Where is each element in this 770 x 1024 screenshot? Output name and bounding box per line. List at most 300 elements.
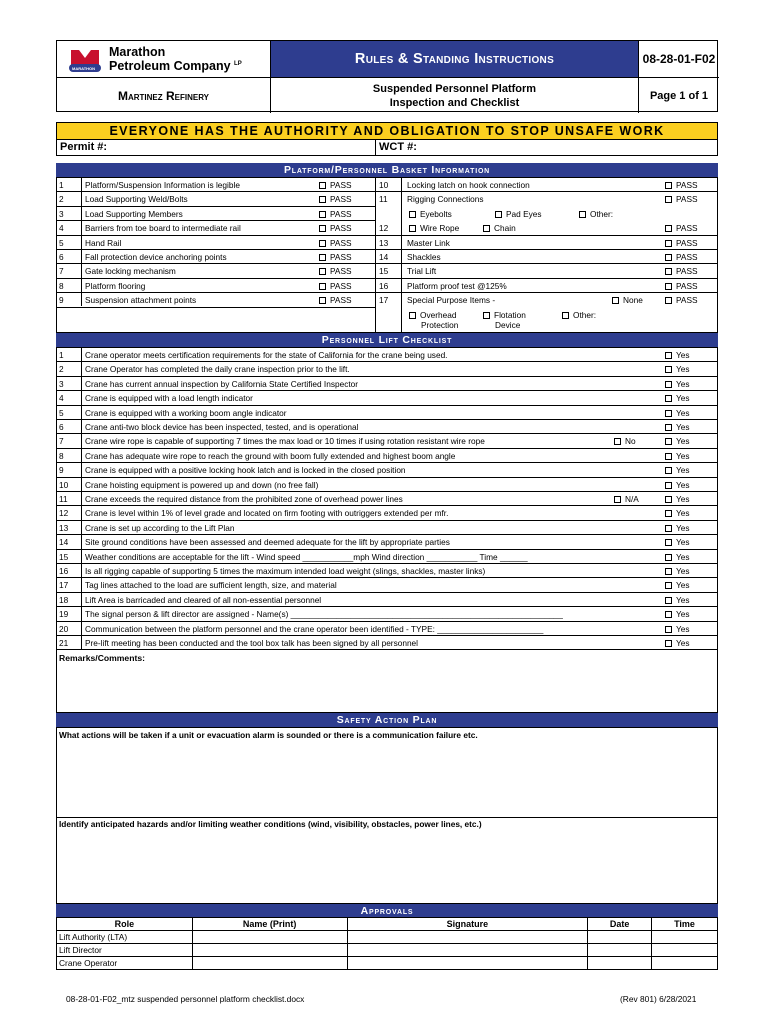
checkbox-icon[interactable] — [495, 211, 502, 218]
pass-checkbox[interactable] — [665, 180, 698, 190]
item-number: 5 — [59, 407, 64, 418]
subtitle-line2: Inspection and Checklist — [389, 96, 520, 109]
checkbox-icon[interactable] — [665, 240, 672, 247]
lift-checklist-item — [57, 449, 717, 463]
item-number: 14 — [379, 252, 389, 262]
item-number: 19 — [59, 609, 69, 620]
lift-checklist-item — [57, 564, 717, 578]
item-number: 10 — [379, 180, 389, 190]
item-text: Platform flooring — [85, 280, 146, 291]
checkbox-icon[interactable] — [612, 297, 619, 304]
checkbox-icon[interactable] — [665, 438, 672, 445]
time-field[interactable] — [652, 957, 718, 970]
checkbox-icon[interactable] — [665, 554, 672, 561]
col-time: Time — [652, 918, 718, 931]
yes-checkbox-label: Yes — [676, 378, 690, 389]
pass-checkbox-label: PASS — [330, 180, 352, 190]
signature-field[interactable] — [347, 944, 588, 957]
item-text: Crane anti-two block device has been inspected, tested, and is operational — [85, 422, 359, 432]
pass-checkbox-label: PASS — [676, 237, 698, 248]
na-checkbox[interactable] — [614, 494, 639, 504]
yes-checkbox[interactable] — [665, 595, 690, 605]
checkbox-icon[interactable] — [319, 182, 326, 189]
checkbox-icon[interactable] — [665, 225, 672, 232]
item-text: Crane is set up according to the Lift Plan — [85, 522, 235, 533]
remarks-area[interactable] — [59, 666, 715, 710]
yes-checkbox[interactable] — [665, 436, 690, 446]
item-number: 13 — [379, 237, 389, 248]
yes-checkbox[interactable] — [665, 552, 690, 562]
item-number: 1 — [59, 180, 64, 190]
yes-checkbox-label: Yes — [676, 537, 690, 548]
pad-eyes-checkbox[interactable] — [495, 209, 542, 219]
yes-checkbox-label: Yes — [676, 623, 690, 634]
alarm-response-area[interactable] — [59, 742, 715, 814]
checkbox-icon[interactable] — [665, 395, 672, 402]
item-number: 5 — [59, 237, 64, 248]
hazards-question: Identify anticipated hazards and/or limiting weather conditions (wind, visibility, obstacles, power lines, etc.) — [59, 819, 482, 829]
other-special-checkbox[interactable] — [562, 310, 596, 320]
checkbox-icon[interactable] — [665, 539, 672, 546]
yes-checkbox[interactable] — [665, 508, 690, 518]
lift-checklist-item — [57, 622, 717, 636]
item-text: Crane operator meets certification requirements for the state of California for the crane being used. — [85, 350, 448, 360]
no-checkbox-label: No — [625, 436, 636, 447]
date-field[interactable] — [588, 944, 652, 957]
yes-checkbox[interactable] — [665, 638, 690, 648]
yes-checkbox-label: Yes — [676, 465, 690, 476]
document-header — [56, 40, 718, 112]
approvals-section-header — [56, 904, 718, 917]
item-number: 11 — [59, 494, 68, 504]
checkbox-icon[interactable] — [319, 283, 326, 290]
item-text: Crane wire rope is capable of supporting 7 times the max load or 10 times if using rotation resistant wire rope — [85, 436, 485, 447]
chain-checkbox-label: Chain — [494, 223, 516, 234]
item-number: 6 — [59, 252, 64, 262]
pass-checkbox-label: PASS — [330, 194, 352, 205]
pad-eyes-checkbox-label: Pad Eyes — [506, 208, 542, 219]
lift-checklist-item — [57, 521, 717, 535]
item-text: Platform proof test @125% — [407, 280, 507, 291]
lift-checklist-table — [56, 347, 718, 713]
pass-checkbox-label: PASS — [676, 266, 698, 277]
item-text: Lift Area is barricaded and cleared of all non-essential personnel — [85, 594, 322, 605]
lift-checklist-item — [57, 348, 717, 362]
yes-checkbox[interactable] — [665, 408, 690, 418]
pass-checkbox[interactable] — [319, 209, 352, 219]
checkbox-icon[interactable] — [319, 240, 326, 247]
lift-checklist-item — [57, 362, 717, 376]
yes-checkbox[interactable] — [665, 523, 690, 533]
yes-checkbox-label: Yes — [676, 609, 690, 620]
pass-checkbox-label: PASS — [330, 280, 352, 291]
checkbox-icon[interactable] — [665, 467, 672, 474]
item-number: 8 — [59, 450, 64, 461]
alarm-question: What actions will be taken if a unit or evacuation alarm is sounded or there is a communication failure etc. — [59, 730, 478, 740]
item-text: Hand Rail — [85, 237, 122, 248]
time-field[interactable] — [652, 944, 718, 957]
overhead-protection-label-2: Protection — [421, 319, 459, 330]
lift-checklist-item — [57, 636, 717, 650]
col-signature: Signature — [347, 918, 588, 931]
none-checkbox-label: None — [623, 295, 643, 306]
approvals-header-row — [57, 918, 718, 931]
flotation-device-checkbox-label: Flotation — [494, 309, 526, 320]
item-number: 17 — [59, 580, 69, 591]
item-number: 15 — [59, 551, 69, 562]
item-number: 21 — [59, 638, 69, 648]
pass-checkbox-label: PASS — [330, 208, 352, 219]
company-name-line1: Marathon — [109, 44, 166, 59]
yes-checkbox-label: Yes — [676, 566, 690, 576]
item-text: Tag lines attached to the load are sufficient length, size, and material — [85, 580, 337, 591]
lift-checklist-item — [57, 377, 717, 391]
hazards-response-area[interactable] — [59, 832, 715, 902]
platform-table — [56, 177, 718, 333]
lift-checklist-item — [57, 406, 717, 420]
lift-section-header — [56, 333, 718, 347]
checkbox-icon[interactable] — [665, 268, 672, 275]
signature-field[interactable] — [347, 931, 588, 944]
approval-row-lift-director — [57, 944, 718, 957]
item-number: 3 — [59, 378, 64, 389]
item-text: Crane exceeds the required distance from the prohibited zone of overhead power lines — [85, 494, 403, 504]
checkbox-icon[interactable] — [665, 254, 672, 261]
item-text: Suspension attachment points — [85, 295, 197, 306]
item-number: 4 — [59, 393, 64, 404]
footer-revision: (Rev 801) 6/28/2021 — [620, 994, 697, 1004]
pass-checkbox-label: PASS — [676, 295, 698, 306]
yes-checkbox[interactable] — [665, 465, 690, 475]
safety-section-title: Safety Action Plan — [336, 714, 438, 726]
checkbox-icon[interactable] — [665, 582, 672, 589]
item-number: 3 — [59, 208, 64, 219]
item-text: Crane is equipped with a load length indicator — [85, 393, 253, 404]
permit-label: Permit #: — [60, 141, 108, 153]
subtitle-line1: Suspended Personnel Platform — [372, 82, 537, 95]
document-number: 08-28-01-F02 — [639, 41, 719, 78]
name-field[interactable] — [192, 931, 347, 944]
item-number: 6 — [59, 422, 64, 432]
form-title-text: Rules & Standing Instructions — [354, 51, 555, 67]
checkbox-icon[interactable] — [319, 196, 326, 203]
checkbox-icon[interactable] — [409, 312, 416, 319]
checkbox-icon[interactable] — [614, 496, 621, 503]
pass-checkbox-label: PASS — [676, 194, 698, 205]
pass-checkbox-label: PASS — [676, 180, 698, 190]
pass-checkbox-label: PASS — [676, 223, 698, 234]
item-number: 2 — [59, 364, 64, 375]
lift-checklist-item — [57, 578, 717, 592]
checkbox-icon[interactable] — [319, 211, 326, 218]
date-field[interactable] — [588, 931, 652, 944]
pass-checkbox[interactable] — [665, 194, 698, 204]
yes-checkbox[interactable] — [665, 393, 690, 403]
wire-rope-checkbox[interactable] — [409, 223, 459, 233]
item-number: 10 — [59, 479, 69, 490]
lift-checklist-item — [57, 593, 717, 607]
item-number: 15 — [379, 266, 389, 277]
checkbox-icon[interactable] — [665, 366, 672, 373]
checkbox-icon[interactable] — [319, 268, 326, 275]
item-text: Rigging Connections — [407, 194, 484, 205]
safety-action-plan — [56, 727, 718, 904]
lift-checklist-item — [57, 506, 717, 520]
item-number: 1 — [59, 350, 64, 360]
lift-section-title: Personnel Lift Checklist — [321, 334, 453, 346]
company-logo-block — [57, 41, 271, 78]
item-text: Master Link — [407, 237, 450, 248]
item-text: Crane has current annual inspection by California State Certified Inspector — [85, 378, 359, 389]
wct-label: WCT #: — [379, 141, 417, 153]
item-text: Crane has adequate wire rope to reach the ground with boom fully extended and highest boom angle — [85, 450, 456, 461]
checkbox-icon[interactable] — [665, 510, 672, 517]
pass-checkbox[interactable] — [319, 180, 352, 190]
pass-checkbox-label: PASS — [330, 266, 352, 277]
yes-checkbox-label: Yes — [676, 393, 690, 404]
pass-checkbox[interactable] — [665, 252, 698, 262]
flotation-device-checkbox[interactable] — [483, 310, 526, 320]
pass-checkbox[interactable] — [665, 295, 698, 305]
checkbox-icon[interactable] — [665, 182, 672, 189]
checkbox-icon[interactable] — [319, 225, 326, 232]
item-number: 2 — [59, 194, 64, 205]
approvals-table — [56, 917, 718, 970]
time-field[interactable] — [652, 931, 718, 944]
checkbox-icon[interactable] — [665, 381, 672, 388]
company-suffix: LP — [234, 60, 242, 67]
yes-checkbox[interactable] — [665, 537, 690, 547]
pass-checkbox-label: PASS — [676, 252, 698, 262]
checkbox-icon[interactable] — [665, 453, 672, 460]
yes-checkbox-label: Yes — [676, 580, 690, 591]
pass-checkbox-label: PASS — [676, 280, 698, 291]
checkbox-icon[interactable] — [483, 225, 490, 232]
approvals-section-title: Approvals — [360, 904, 414, 917]
other-special-checkbox-label: Other: — [573, 309, 597, 320]
yes-checkbox[interactable] — [665, 350, 690, 360]
pass-checkbox[interactable] — [319, 194, 352, 204]
yes-checkbox[interactable] — [665, 494, 690, 504]
checkbox-icon[interactable] — [614, 438, 621, 445]
logo-wordmark: MARATHON — [72, 66, 96, 71]
remarks-label: Remarks/Comments: — [59, 653, 145, 663]
yes-checkbox-label: Yes — [676, 407, 690, 418]
yes-checkbox[interactable] — [665, 609, 690, 619]
yes-checkbox-label: Yes — [676, 494, 690, 504]
item-text: Platform/Suspension Information is legible — [85, 180, 240, 190]
item-text: Crane is equipped with a working boom angle indicator — [85, 407, 287, 418]
item-number: 9 — [59, 295, 64, 306]
item-text: Barriers from toe board to intermediate rail — [85, 223, 241, 234]
yes-checkbox-label: Yes — [676, 551, 690, 562]
pass-checkbox[interactable] — [319, 238, 352, 248]
item-text: Special Purpose Items - — [407, 295, 496, 306]
col-role: Role — [57, 918, 193, 931]
pass-checkbox[interactable] — [319, 281, 352, 291]
item-text: Locking latch on hook connection — [407, 180, 530, 190]
checkbox-icon[interactable] — [665, 640, 672, 647]
date-field[interactable] — [588, 957, 652, 970]
other-rigging-checkbox-label: Other: — [590, 208, 614, 219]
checkbox-icon[interactable] — [665, 297, 672, 304]
form-subtitle — [271, 78, 639, 113]
pass-checkbox[interactable] — [665, 223, 698, 233]
yes-checkbox[interactable] — [665, 480, 690, 490]
yes-checkbox-label: Yes — [676, 508, 690, 519]
yes-checkbox[interactable] — [665, 364, 690, 374]
yes-checkbox-label: Yes — [676, 422, 690, 432]
yes-checkbox-label: Yes — [676, 350, 690, 360]
item-text: Is all rigging capable of supporting 5 times the maximum intended load weight (slings, shackles, master links) — [85, 566, 486, 576]
chain-checkbox[interactable] — [483, 223, 516, 233]
pass-checkbox-label: PASS — [330, 237, 352, 248]
flotation-device-label-2: Device — [495, 319, 521, 330]
item-text: Communication between the platform personnel and the crane operator been identified - TYPE: _______________________ — [85, 623, 544, 634]
page-indicator: Page 1 of 1 — [649, 89, 709, 102]
item-number: 16 — [379, 280, 389, 291]
item-number: 11 — [379, 194, 388, 205]
yes-checkbox[interactable] — [665, 624, 690, 634]
company-name-line2: Petroleum Company — [109, 59, 231, 74]
refinery-name: Martinez Refinery — [57, 78, 271, 113]
item-text: The signal person & lift director are assigned - Name(s) ___________________________________________________________ — [85, 609, 563, 620]
checkbox-icon[interactable] — [665, 482, 672, 489]
item-number: 7 — [59, 266, 64, 277]
checkbox-icon[interactable] — [319, 254, 326, 261]
checkbox-icon[interactable] — [409, 211, 416, 218]
lift-checklist-item — [57, 391, 717, 405]
role-cell: Lift Director — [57, 944, 193, 957]
lift-checklist-item — [57, 420, 717, 434]
col-date: Date — [588, 918, 652, 931]
item-number: 12 — [59, 508, 69, 519]
marathon-logo-icon — [67, 44, 103, 74]
overhead-protection-checkbox-label: Overhead — [420, 309, 457, 320]
pass-checkbox[interactable] — [319, 266, 352, 276]
checkbox-icon[interactable] — [665, 283, 672, 290]
safety-section-header — [56, 713, 718, 727]
platform-section-title: Platform/Personnel Basket Information — [283, 164, 491, 176]
item-text: Site ground conditions have been assessed and deemed adequate for the lift by appropriate parties — [85, 537, 450, 548]
pass-checkbox-label: PASS — [330, 252, 352, 262]
signature-field[interactable] — [347, 957, 588, 970]
pass-checkbox-label: PASS — [330, 295, 352, 306]
wire-rope-checkbox-label: Wire Rope — [420, 223, 460, 234]
item-number: 18 — [59, 594, 69, 605]
item-number: 17 — [379, 295, 389, 306]
lift-checklist-item — [57, 535, 717, 549]
item-text: Weather conditions are acceptable for the lift - Wind speed ___________mph Wind direction ___________ Time ______ — [85, 551, 528, 562]
permit-row — [56, 140, 718, 156]
stop-work-banner: EVERYONE HAS THE AUTHORITY AND OBLIGATION TO STOP UNSAFE WORK — [56, 122, 718, 140]
pass-checkbox[interactable] — [665, 266, 698, 276]
item-number: 8 — [59, 280, 64, 291]
checkbox-icon[interactable] — [562, 312, 569, 319]
item-text: Gate locking mechanism — [85, 266, 176, 277]
checkbox-icon[interactable] — [409, 225, 416, 232]
item-text: Load Supporting Weld/Bolts — [85, 194, 188, 205]
item-number: 4 — [59, 223, 64, 234]
lift-checklist-item — [57, 463, 717, 477]
yes-checkbox-label: Yes — [676, 479, 690, 490]
checkbox-icon[interactable] — [665, 626, 672, 633]
col-name: Name (Print) — [192, 918, 347, 931]
yes-checkbox-label: Yes — [676, 450, 690, 461]
checkbox-icon[interactable] — [483, 312, 490, 319]
company-name — [109, 46, 242, 72]
item-text: Load Supporting Members — [85, 208, 183, 219]
pass-checkbox[interactable] — [665, 281, 698, 291]
role-cell: Crane Operator — [57, 957, 193, 970]
eyebolts-checkbox[interactable] — [409, 209, 452, 219]
yes-checkbox[interactable] — [665, 422, 690, 432]
yes-checkbox-label: Yes — [676, 436, 690, 447]
name-field[interactable] — [192, 944, 347, 957]
yes-checkbox-label: Yes — [676, 594, 690, 605]
form-title — [271, 41, 639, 78]
checkbox-icon[interactable] — [665, 424, 672, 431]
checkbox-icon[interactable] — [665, 611, 672, 618]
yes-checkbox[interactable] — [665, 379, 690, 389]
name-field[interactable] — [192, 957, 347, 970]
footer-filename: 08-28-01-F02_mtz suspended personnel platform checklist.docx — [66, 994, 305, 1004]
approval-row-crane-operator — [57, 957, 718, 970]
yes-checkbox[interactable] — [665, 451, 690, 461]
yes-checkbox-label: Yes — [676, 522, 690, 533]
item-text: Fall protection device anchoring points — [85, 252, 227, 262]
pass-checkbox-label: PASS — [330, 223, 352, 234]
checkbox-icon[interactable] — [665, 525, 672, 532]
item-number: 9 — [59, 465, 64, 476]
checkbox-icon[interactable] — [665, 597, 672, 604]
other-rigging-checkbox[interactable] — [579, 209, 613, 219]
pass-checkbox[interactable] — [665, 238, 698, 248]
checkbox-icon[interactable] — [319, 297, 326, 304]
no-checkbox[interactable] — [614, 436, 636, 446]
item-text: Crane Operator has completed the daily crane inspection prior to the lift. — [85, 364, 350, 375]
item-number: 16 — [59, 566, 69, 576]
item-text: Shackles — [407, 252, 441, 262]
na-checkbox-label: N/A — [625, 494, 639, 504]
item-number: 14 — [59, 537, 69, 548]
item-number: 7 — [59, 436, 64, 447]
overhead-protection-checkbox[interactable] — [409, 310, 456, 320]
checkbox-icon[interactable] — [665, 196, 672, 203]
item-text: Crane is level within 1% of level grade and located on firm footing with outriggers extended per mfr. — [85, 508, 449, 519]
pass-checkbox[interactable] — [319, 223, 352, 233]
none-checkbox[interactable] — [612, 295, 643, 305]
yes-checkbox-label: Yes — [676, 638, 690, 648]
checkbox-icon[interactable] — [665, 410, 672, 417]
yes-checkbox-label: Yes — [676, 364, 690, 375]
checkbox-icon[interactable] — [665, 496, 672, 503]
item-number: 13 — [59, 522, 69, 533]
checkbox-icon[interactable] — [579, 211, 586, 218]
item-text: Trial Lift — [407, 266, 437, 277]
yes-checkbox[interactable] — [665, 566, 690, 576]
lift-checklist-item — [57, 478, 717, 492]
item-text: Pre-lift meeting has been conducted and the tool box talk has been signed by all personnel — [85, 638, 419, 648]
item-number: 12 — [379, 223, 389, 234]
yes-checkbox[interactable] — [665, 580, 690, 590]
pass-checkbox[interactable] — [319, 252, 352, 262]
platform-section-header — [56, 163, 718, 177]
pass-checkbox[interactable] — [319, 295, 352, 305]
checkbox-icon[interactable] — [665, 568, 672, 575]
item-number: 20 — [59, 623, 69, 634]
checkbox-icon[interactable] — [665, 352, 672, 359]
